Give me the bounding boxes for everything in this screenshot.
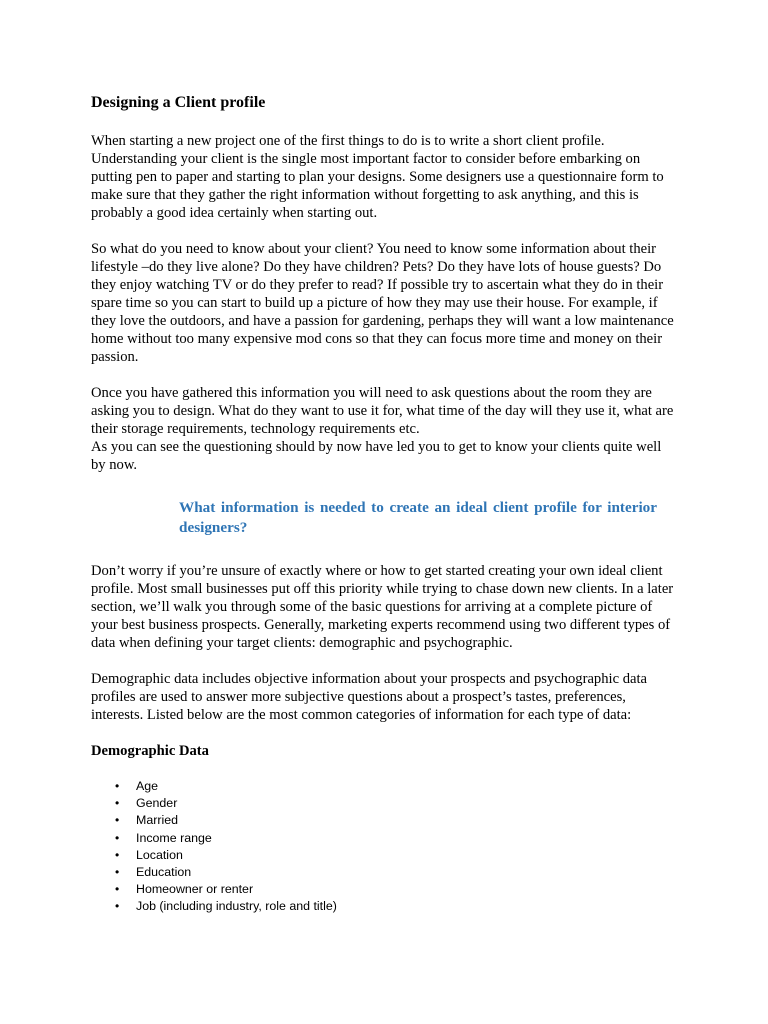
bullet-icon: • [115,830,120,845]
list-item-text: Married [136,813,178,828]
list-item [115,778,677,795]
paragraph-lifestyle: So what do you need to know about your client? You need to know some information about their lifestyle –do they live alone? Do they have children? Pets? Do they have lots of house guests? Do they enjoy watching TV or do they prefer to read? If possible try to ascertain what they do in their spare time so you can start to build up a picture of how they may use their house. For example, if they love the outdoors, and have a passion for gardening, perhaps they will want a low maintenance home without too many expensive mod cons so that they can focus more time and money on their passion. [91,241,674,365]
paragraph-getting-started: Don’t worry if you’re unsure of exactly where or how to get started creating your own ideal client profile. Most small businesses put off this priority while trying to chase down new clients. In a later section, we’ll walk you through some of the basic questions for arriving at a complete picture of your best business prospects. Generally, marketing experts recommend using two different types of data when defining your target clients: demographic and psychographic. [91,563,674,651]
document-page [91,92,677,916]
list-item [115,847,677,864]
bullet-icon: • [115,899,120,914]
section-heading-demographic: Demographic Data [91,743,209,759]
list-item-text: Job (including industry, role and title) [136,899,337,914]
bullet-icon: • [115,813,120,828]
demographic-list [91,778,677,916]
list-item-text: Income range [136,830,212,845]
subheading-ideal-profile: What information is needed to create an ideal client profile for interior designers? [179,499,657,536]
list-item-text: Age [136,779,159,793]
list-item-text: Education [136,865,192,880]
list-item-text: Homeowner or renter [136,882,254,897]
bullet-icon: • [115,779,120,793]
list-item [115,830,677,847]
list-item [115,795,677,812]
list-item [115,898,677,915]
list-item [115,864,677,881]
paragraph-room-questions: Once you have gathered this information you will need to ask questions about the room they are asking you to design. What do they want to use it for, what time of the day will they use it, what are their storage requirements, technology requirements etc. [91,385,674,437]
list-item-text: Location [136,847,183,862]
list-item [115,881,677,898]
paragraph-demographic-intro: Demographic data includes objective information about your prospects and psychographic data profiles are used to answer more subjective questions about a prospect’s tastes, preferences, interests. Listed below are the most common categories of information for each type of data: [91,671,648,723]
bullet-icon: • [115,865,120,880]
bullet-icon: • [115,882,120,897]
paragraph-know-clients: As you can see the questioning should by now have led you to get to know your clients quite well by now. [91,439,662,473]
list-item [115,812,677,829]
paragraph-intro: When starting a new project one of the first things to do is to write a short client profile. Understanding your client is the single most important factor to consider before embarking on putting pen to paper and starting to plan your designs. Some designers use a questionnaire form to make sure that they gather the right information without forgetting to ask anything, and this is probably a good idea certainly when starting out. [91,133,664,221]
bullet-icon: • [115,796,120,811]
bullet-icon: • [115,847,120,862]
document-title: Designing a Client profile [91,94,266,111]
list-item-text: Gender [136,796,178,811]
